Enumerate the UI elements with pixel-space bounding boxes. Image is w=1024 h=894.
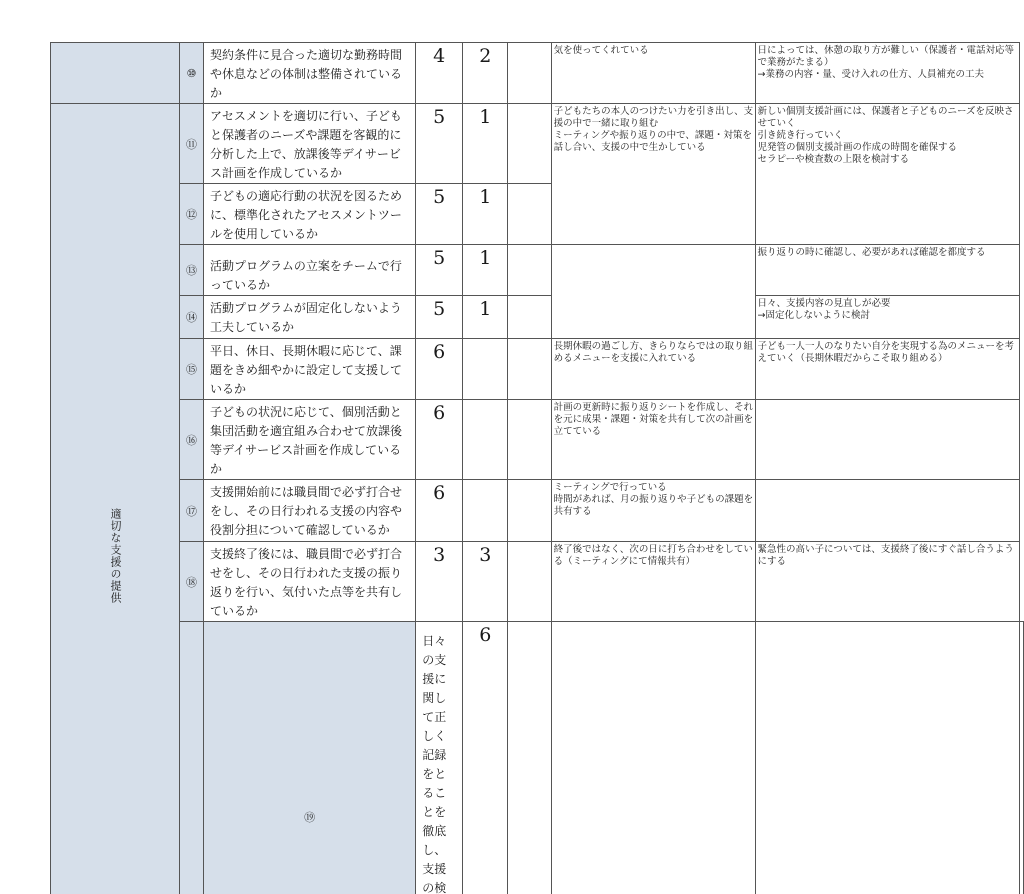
score-yes: 6 [463,622,508,894]
score-no [508,400,551,480]
score-no [508,480,551,542]
category-cell-blank [51,43,180,104]
score-no [508,104,551,184]
item-text: アセスメントを適切に行い、子どもと保護者のニーズや課題を客観的に分析した上で、放課後等デイサービス計画を作成しているか [203,104,415,184]
table-row [51,43,1024,104]
score-no [508,296,551,339]
note-status: ミーティングで行っている 時間があれば、月の振り返りや子どもの課題を共有する [551,480,755,542]
score-yes: 6 [416,339,463,400]
note-improvement [755,400,1019,480]
note-improvement: 新しい個別支援計画には、保護者と子どものニーズを反映させていく 引き続き行っていく 児発管の個別支援計画の作成の時間を確保する セラピーや検査数の上限を検討する [755,104,1019,245]
item-text: 子どもの適応行動の状況を図るために、標準化されたアセスメントツールを使用しているか [203,184,415,245]
item-text: 日々の支援に関して正しく記録をとることを徹底し、支援の検 [416,622,463,894]
score-no [508,339,551,400]
score-yes: 6 [416,480,463,542]
item-text: 子どもの状況に応じて、個別活動と集団活動を適宜組み合わせて放課後等デイサービス計画を作成しているか [203,400,415,480]
score-neutral [463,400,508,480]
item-number: ⑰ [180,480,204,542]
table-row [51,480,1024,542]
item-number: ⑮ [180,339,204,400]
score-neutral [463,480,508,542]
score-yes: 5 [416,184,463,245]
score-neutral [463,339,508,400]
score-yes: 5 [416,245,463,296]
item-text: 契約条件に見合った適切な勤務時間や休息などの体制は整備されているか [203,43,415,104]
note-status: 計画の更新時に振り返りシートを作成し、それを元に成果・課題・対策を共有して次の計画を立てている [551,400,755,480]
score-neutral [508,622,551,894]
item-text: 平日、休日、長期休暇に応じて、課題をきめ細やかに設定して支援しているか [203,339,415,400]
score-neutral: 1 [463,184,508,245]
score-neutral: 1 [463,104,508,184]
note-improvement: 子ども一人一人のなりたい自分を実現する為のメニューを考えていく（長期休暇だからこそ取り組める） [755,339,1019,400]
category-cell [51,104,180,894]
score-neutral: 1 [463,245,508,296]
note-status [551,245,755,339]
category-label: 適切な支援の提供 [107,508,123,604]
table-row [51,339,1024,400]
note-status [755,622,1019,894]
score-neutral: 1 [463,296,508,339]
table-row [51,245,1024,296]
score-yes: 4 [416,43,463,104]
note-status: 気を使ってくれている [551,43,755,104]
score-yes: 5 [416,296,463,339]
item-number: ⑯ [180,400,204,480]
score-yes: 3 [416,542,463,622]
score-no [508,542,551,622]
score-no [508,43,551,104]
item-text: 支援終了後には、職員間で必ず打合せをし、その日行われた支援の振り返りを行い、気付いた点等を共有しているか [203,542,415,622]
note-improvement: 日によっては、休憩の取り方が難しい（保護者・電話対応等で業務がたまる） →業務の内容・量、受け入れの仕方、人員補充の工夫 [755,43,1019,104]
table-row [51,296,1024,339]
item-number: ⑫ [180,184,204,245]
item-number: ⑱ [180,542,204,622]
note-status: 子どもたちの本人のつけたい力を引き出し、支援の中で一緒に取り組む ミーティングや振り返りの中で、課題・対策を話し合い、支援の中で生かしている [551,104,755,245]
item-number: ⑬ [180,245,204,296]
item-number: ⑩ [180,43,204,104]
evaluation-table [50,42,1024,894]
item-number: ⑪ [180,104,204,184]
note-improvement: 日々、支援内容の見直しが必要 →固定化しないように検討 [755,296,1019,339]
item-text: 活動プログラムが固定化しないよう工夫しているか [203,296,415,339]
table-row [51,104,1024,184]
score-yes: 6 [416,400,463,480]
score-neutral: 3 [463,542,508,622]
note-improvement [1020,622,1024,894]
category-cell-blank [180,622,204,894]
item-text: 支援開始前には職員間で必ず打合せをし、その日行われる支援の内容や役割分担について確認しているか [203,480,415,542]
table-row [51,542,1024,622]
score-yes: 5 [416,104,463,184]
note-status: 長期休暇の過ごし方、きらりならではの取り組めるメニューを支援に入れている [551,339,755,400]
table-row [51,400,1024,480]
score-no [508,245,551,296]
score-neutral: 2 [463,43,508,104]
item-number: ⑲ [203,622,415,894]
note-improvement [755,480,1019,542]
score-no [508,184,551,245]
note-improvement: 振り返りの時に確認し、必要があれば確認を都度する [755,245,1019,296]
score-no [551,622,755,894]
item-text: 活動プログラムの立案をチームで行っているか [203,245,415,296]
note-improvement: 緊急性の高い子については、支援終了後にすぐ話し合うようにする [755,542,1019,622]
table-row [51,622,1024,894]
item-number: ⑭ [180,296,204,339]
note-status: 終了後ではなく、次の日に打ち合わせをしている（ミーティングにて情報共有） [551,542,755,622]
